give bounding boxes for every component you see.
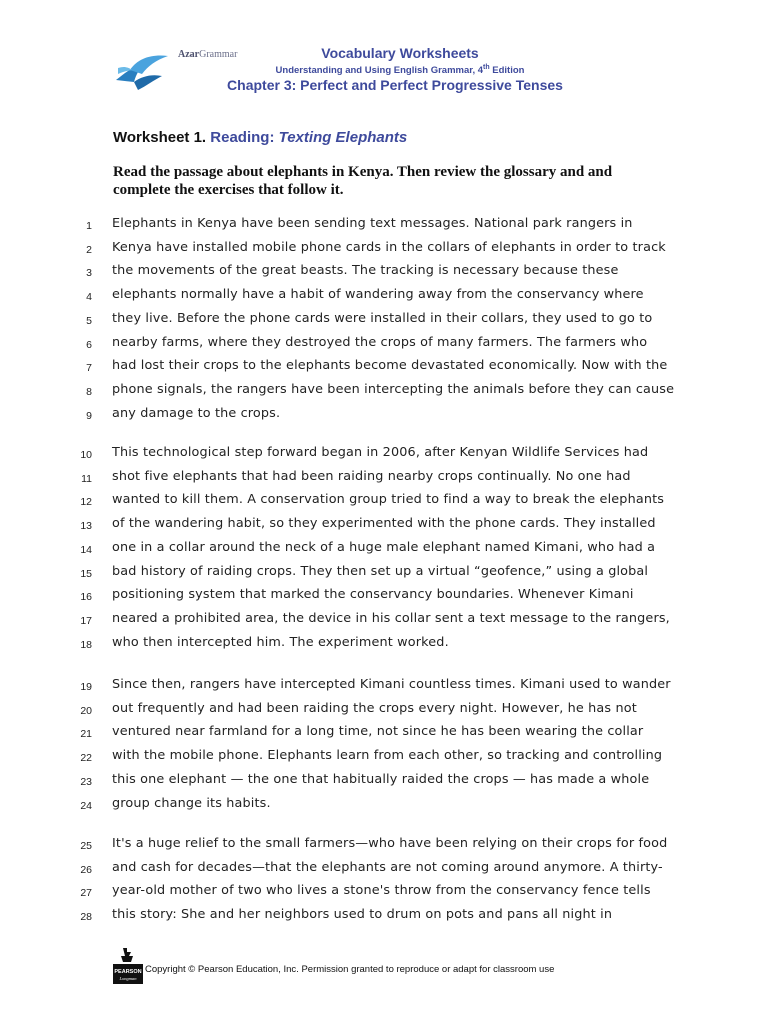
passage-line	[0, 796, 768, 819]
chapter-title: Chapter 3: Perfect and Perfect Progressive Tenses	[227, 77, 563, 93]
line-number: 24	[80, 799, 92, 812]
passage-line	[0, 677, 768, 700]
line-text: this one elephant — the one that habitually raided the crops — has made a whole	[112, 771, 650, 787]
header-title: Vocabulary Worksheets	[321, 45, 479, 61]
line-text: This technological step forward began in 2006, after Kenyan Wildlife Services had	[112, 445, 649, 460]
line-number: 8	[86, 385, 92, 398]
passage-line	[0, 516, 768, 539]
line-number: 19	[80, 681, 92, 693]
line-text: this story: She and her neighbors used to drum on pots and pans all night in	[112, 907, 613, 923]
line-text: group change its habits.	[112, 795, 271, 811]
line-text: and cash for decades—that the elephants are not coming around anymore. A thirty-	[112, 859, 663, 875]
passage-line	[0, 836, 768, 859]
line-text: had lost their crops to the elephants become devastated economically. Now with the	[112, 358, 668, 374]
passage-line	[0, 748, 768, 771]
line-text: with the mobile phone. Elephants learn from each other, so tracking and controlling	[112, 748, 663, 764]
line-number: 4	[86, 291, 92, 304]
passage-line	[0, 382, 768, 405]
line-number: 7	[86, 362, 92, 375]
pearson-logo-text: PEARSON	[114, 969, 142, 975]
line-text: shot five elephants that had been raiding nearby crops continually. No one had	[112, 468, 631, 484]
passage-line	[0, 287, 768, 310]
passage-line	[0, 724, 768, 747]
header-subtitle	[230, 64, 570, 76]
line-text: out frequently and had been raiding the crops every night. However, he has not	[112, 700, 637, 716]
line-text: neared a prohibited area, the device in his collar sent a text message to the rangers,	[112, 610, 670, 626]
passage-line	[0, 240, 768, 263]
line-text: ventured near farmland for a long time, not since he has been wearing the collar	[112, 724, 644, 740]
line-number: 12	[80, 496, 92, 509]
line-number: 3	[86, 267, 92, 280]
passage-line	[0, 445, 768, 468]
passage-line	[0, 263, 768, 286]
line-text: who then intercepted him. The experiment worked.	[112, 634, 449, 650]
passage-line	[0, 406, 768, 429]
line-number: 21	[80, 728, 92, 741]
line-text: positioning system that marked the conservancy boundaries. Whenever Kimani	[112, 587, 634, 603]
passage-line	[0, 311, 768, 334]
passage-line	[0, 860, 768, 883]
passage-line	[0, 564, 768, 587]
line-text: year-old mother of two who lives a stone's throw from the conservancy fence tells	[112, 883, 651, 899]
brand-azar: Azar	[178, 49, 200, 60]
line-number: 18	[80, 638, 92, 651]
line-text: phone signals, the rangers have been intercepting the animals before they can cause	[112, 381, 675, 397]
pearson-logo	[113, 946, 143, 984]
line-number: 10	[80, 449, 92, 461]
copyright-text: Copyright © Pearson Education, Inc. Permission granted to reproduce or adapt for classroom use	[145, 964, 555, 975]
line-text: any damage to the crops.	[112, 405, 281, 421]
line-number: 11	[81, 472, 92, 485]
line-number: 26	[80, 863, 92, 876]
line-number: 9	[86, 409, 92, 422]
passage-line	[0, 540, 768, 563]
line-text: bad history of raiding crops. They then set up a virtual “geofence,” using a global	[112, 563, 649, 579]
subtitle-sup: th	[483, 64, 490, 71]
subtitle-end: Edition	[489, 65, 525, 77]
line-text: It's a huge relief to the small farmers—who have been relying on their crops for food	[112, 836, 668, 851]
subtitle-main: Understanding and Using English Grammar, 4	[275, 65, 484, 77]
line-number: 17	[80, 614, 92, 627]
line-text: wanted to kill them. A conservation group tried to find a way to break the elephants	[112, 492, 665, 508]
passage-line	[0, 335, 768, 358]
line-number: 22	[80, 752, 92, 765]
line-text: the movements of the great beasts. The tracking is necessary because these	[112, 263, 619, 279]
line-number: 28	[80, 911, 92, 924]
passage-line	[0, 358, 768, 381]
reading-label: Reading:	[210, 129, 275, 146]
passage-line	[0, 701, 768, 724]
passage-line	[0, 587, 768, 610]
line-number: 5	[86, 314, 92, 327]
line-text: elephants normally have a habit of wandering away from the conservancy where	[112, 287, 644, 303]
line-number: 27	[80, 887, 92, 900]
line-number: 2	[86, 243, 92, 256]
passage-line	[0, 907, 768, 930]
passage-line	[0, 611, 768, 634]
line-text: one in a collar around the neck of a huge male elephant named Kimani, who had a	[112, 539, 656, 555]
line-text: they live. Before the phone cards were installed in their collars, they used to go to	[112, 310, 653, 326]
passage-line	[0, 635, 768, 658]
passage-line	[0, 492, 768, 515]
line-number: 25	[80, 840, 92, 852]
line-number: 23	[80, 775, 92, 788]
line-number: 20	[80, 704, 92, 717]
reading-title: Texting Elephants	[278, 129, 408, 146]
longman-logo-text: Longman	[119, 976, 137, 981]
line-text: Since then, rangers have intercepted Kimani countless times. Kimani used to wander	[112, 677, 671, 692]
worksheet-heading	[113, 129, 407, 146]
line-number: 14	[80, 543, 92, 556]
brand-grammar: Grammar	[199, 49, 238, 60]
line-number: 6	[86, 338, 92, 351]
passage-line	[0, 883, 768, 906]
line-number: 13	[80, 520, 92, 533]
azar-grammar-brand	[178, 49, 237, 60]
line-text: of the wandering habit, so they experimented with the phone cards. They installed	[112, 516, 656, 532]
worksheet-label: Worksheet 1.	[113, 129, 207, 146]
line-text: nearby farms, where they destroyed the crops of many farmers. The farmers who	[112, 334, 648, 350]
passage-line	[0, 216, 768, 239]
line-number: 1	[86, 220, 92, 232]
line-number: 16	[80, 591, 92, 604]
instructions: Read the passage about elephants in Kenya. Then review the glossary and and complete the exercises that follow it.	[113, 164, 613, 198]
line-number: 15	[80, 567, 92, 580]
passage-line	[0, 772, 768, 795]
line-text: Kenya have installed mobile phone cards in the collars of elephants in order to track	[112, 239, 666, 255]
passage-line	[0, 469, 768, 492]
line-text: Elephants in Kenya have been sending text messages. National park rangers in	[112, 216, 633, 231]
azar-bird-logo-icon	[112, 52, 174, 96]
